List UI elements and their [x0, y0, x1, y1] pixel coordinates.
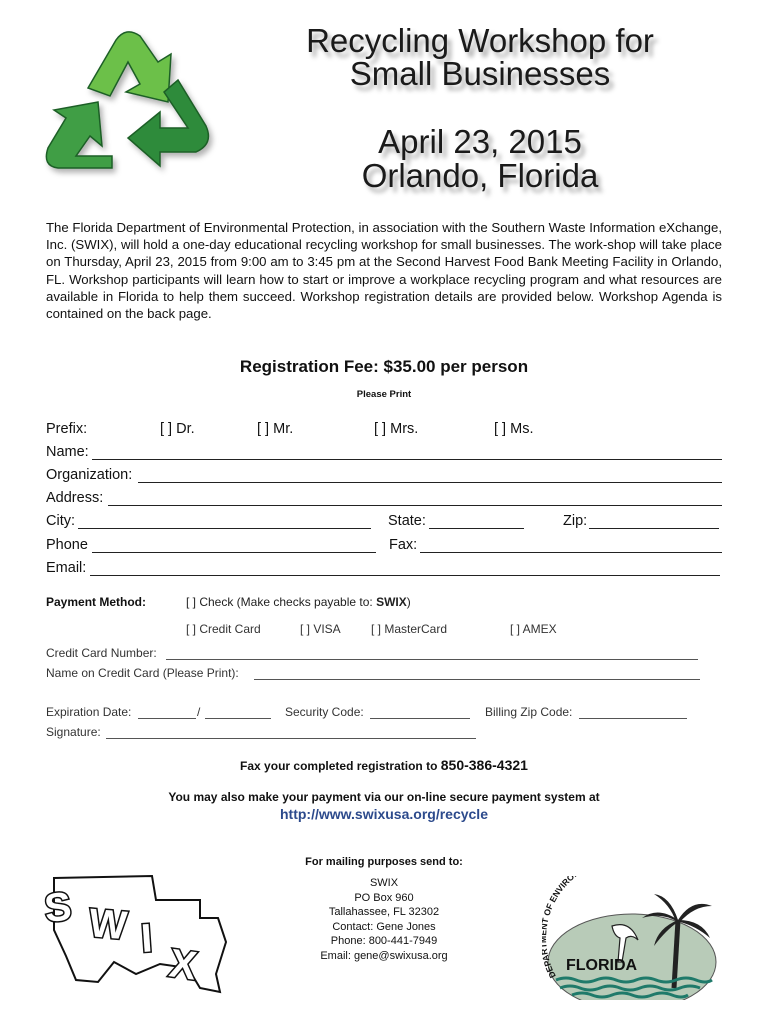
swix-letter-s: S: [42, 884, 74, 931]
address-label: Address:: [46, 490, 104, 506]
mailing-heading: For mailing purposes send to:: [305, 856, 463, 868]
cc-number-field[interactable]: [166, 659, 698, 660]
check-option-text: [ ] Check (Make checks payable to:: [186, 595, 377, 609]
mailing-line: Phone: 800-441-7949: [330, 935, 438, 948]
organization-label: Organization:: [46, 467, 133, 483]
security-code-label: Security Code:: [285, 705, 364, 719]
state-label: State:: [388, 513, 426, 529]
expiration-separator: /: [197, 705, 201, 719]
dep-arc-text: DEP OF ENVIRO: [542, 876, 577, 980]
mailing-line: Contact: Gene Jones: [332, 920, 436, 933]
prefix-mr-checkbox[interactable]: [ ] Mr.: [257, 421, 294, 437]
fax-number: 850-386-4321: [440, 757, 528, 773]
organization-field[interactable]: [138, 482, 722, 483]
city-label: City:: [46, 513, 75, 529]
cc-number-label: Credit Card Number:: [46, 646, 157, 660]
name-on-card-field[interactable]: [254, 679, 700, 680]
name-on-card-label: Name on Credit Card (Please Print):: [46, 666, 239, 680]
email-field[interactable]: [90, 575, 720, 576]
zip-label: Zip:: [563, 513, 588, 529]
check-option-suffix: ): [406, 595, 411, 609]
prefix-ms-checkbox[interactable]: [ ] Ms.: [494, 421, 534, 437]
fax-field[interactable]: [420, 552, 722, 553]
title-line-2: Small Businesses: [349, 55, 611, 92]
payment-credit-card-checkbox[interactable]: [ ] Credit Card: [186, 622, 261, 636]
swix-letter-i: I: [139, 916, 154, 961]
mailing-line: Email: gene@swixusa.org: [320, 949, 448, 962]
registration-fee: Registration Fee: $35.00 per person: [239, 357, 529, 376]
intro-paragraph: The Florida Department of Environmental Protection, in association with the Southern Waste Information eXchange, Inc. (SWIX), will hold a one-day educational recycling workshop for small businesses. The work-shop will take place on Thursday, April 23, 2015 from 9:00 am to 3:45 pm at the Second Harvest Food Bank Meeting Facility in Orlando, FL. Workshop participants will learn how to start or improve a workplace recycling program and what resources are available in Florida to help them succeed. Workshop registration details are provided below. Workshop Agenda is contained on the back page.: [46, 220, 722, 322]
prefix-dr-checkbox[interactable]: [ ] Dr.: [160, 421, 195, 437]
name-label: Name:: [46, 444, 89, 460]
expiration-year-field[interactable]: [205, 718, 271, 719]
expiration-month-field[interactable]: [138, 718, 196, 719]
fax-instruction: [0, 757, 768, 773]
signature-label: Signature:: [46, 725, 101, 739]
name-field[interactable]: [92, 459, 722, 460]
phone-label: Phone: [46, 537, 88, 553]
recycle-icon: [28, 18, 224, 200]
signature-field[interactable]: [106, 738, 476, 739]
swix-logo-graphic: [40, 870, 240, 1000]
recycle-logo: [28, 18, 224, 200]
expiration-label: Expiration Date:: [46, 705, 132, 719]
mailing-address: [284, 876, 484, 964]
fax-instruction-text: Fax your completed registration to: [240, 759, 441, 773]
email-label: Email:: [46, 560, 87, 576]
phone-field[interactable]: [92, 552, 376, 553]
mailing-line: Tallahassee, FL 32302: [328, 906, 440, 919]
payment-visa-checkbox[interactable]: [ ] VISA: [300, 622, 341, 636]
payment-amex-checkbox[interactable]: [ ] AMEX: [510, 622, 557, 636]
payment-check-checkbox[interactable]: [186, 595, 411, 609]
swix-letter-w: W: [87, 901, 129, 949]
billing-zip-field[interactable]: [579, 718, 687, 719]
swix-letter-x: X: [166, 941, 200, 989]
address-field[interactable]: [108, 505, 722, 506]
event-date: April 23, 2015: [378, 123, 582, 160]
swix-logo: [40, 870, 240, 1000]
check-payee: SWIX: [376, 595, 407, 609]
prefix-label: Prefix:: [46, 421, 88, 437]
title-line-1: Recycling Workshop for: [306, 22, 654, 59]
security-code-field[interactable]: [370, 718, 470, 719]
payment-mastercard-checkbox[interactable]: [ ] MasterCard: [371, 622, 448, 636]
billing-zip-label: Billing Zip Code:: [485, 705, 573, 719]
florida-dep-seal: [542, 876, 722, 1000]
please-print-note: Please Print: [356, 389, 412, 400]
mailing-line: PO Box 960: [354, 891, 414, 904]
dep-state-name: FLORIDA: [566, 957, 638, 974]
fax-label: Fax:: [389, 537, 418, 553]
online-payment-text: You may also make your payment via our on-line secure payment system at: [168, 790, 600, 804]
city-field[interactable]: [78, 528, 371, 529]
state-field[interactable]: [429, 528, 524, 529]
mailing-line: SWIX: [369, 877, 399, 889]
zip-field[interactable]: [589, 528, 719, 529]
event-location: Orlando, Florida: [361, 157, 599, 194]
prefix-mrs-checkbox[interactable]: [ ] Mrs.: [374, 421, 419, 437]
payment-method-label: Payment Method:: [46, 595, 147, 609]
online-payment-link[interactable]: http://www.swixusa.org/recycle: [280, 806, 488, 822]
florida-dep-logo: [542, 876, 722, 1000]
